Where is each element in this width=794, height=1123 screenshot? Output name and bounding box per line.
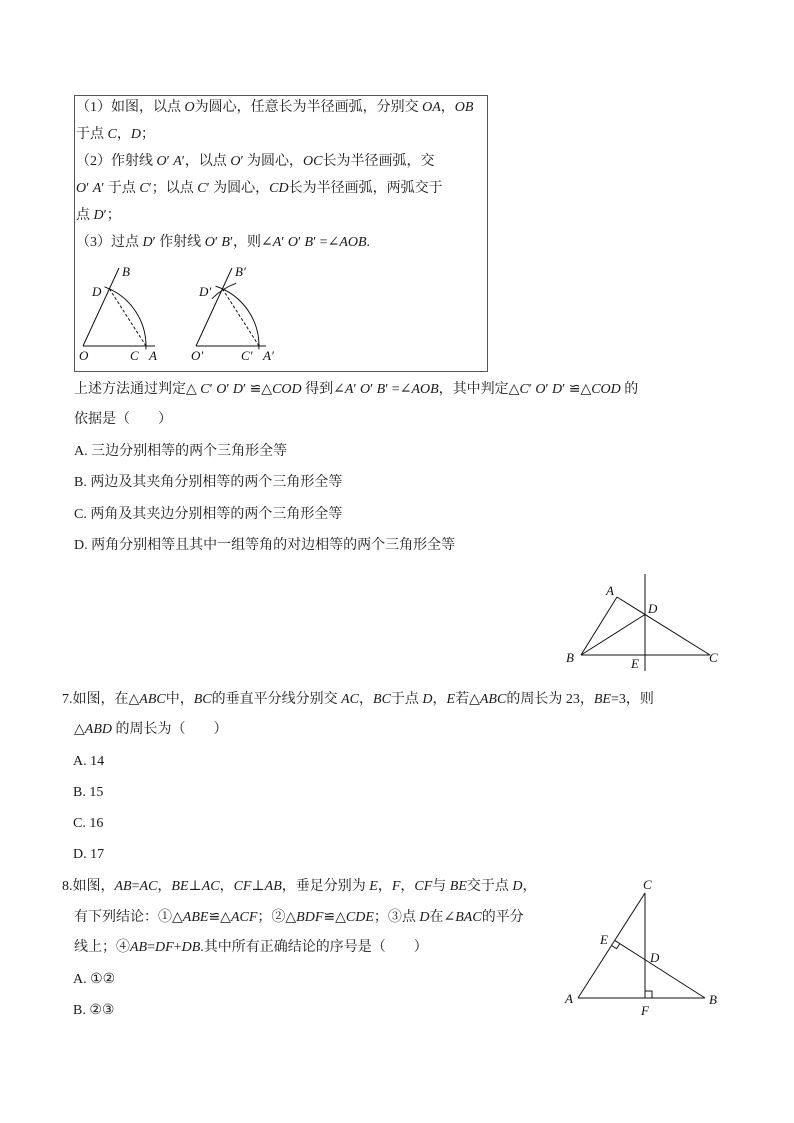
q8-stem-line-1: 8.如图，AB=AC，BE⊥AC，CF⊥AB，垂足分别为 E，F，CF与 BE交于点 D， — [62, 879, 537, 894]
label-point-a: A — [149, 348, 157, 363]
q7-option-b[interactable]: B. 15 — [73, 785, 104, 800]
q6-stem-line-1: 上述方法通过判定△ C′ O′ D′ ≌△COD 得到∠A′ O′ B′ =∠AOB，其中判定△C′ O′ D′ ≌△COD 的 — [74, 382, 639, 397]
label-point-c: C — [130, 348, 139, 363]
q8-label-f: F — [641, 1003, 649, 1018]
q8-label-b: B — [709, 992, 717, 1007]
side-ac — [617, 597, 710, 655]
q6-stem-line-2: 依据是（ ） — [74, 412, 172, 427]
q7-triangle-figure — [560, 570, 730, 675]
arc-c-prime-d-prime — [216, 286, 259, 349]
label-point-d-prime: D′ — [199, 284, 212, 299]
q8-label-d: D — [650, 950, 660, 965]
q7-label-e: E — [631, 656, 639, 671]
q7-stem-line-1: 7.如图，在△ABC中，BC的垂直平分线分别交 AC，BC于点 D，E若△ABC的周长为 23，BE=3，则 — [62, 692, 654, 707]
label-point-a-prime: A′ — [263, 348, 274, 363]
q7-label-b: B — [566, 650, 574, 665]
q8-label-a: A — [565, 991, 573, 1006]
q7-label-a: A — [606, 583, 614, 598]
ray-o-prime-b-prime — [196, 268, 232, 346]
arc-cd — [105, 287, 146, 350]
q7-option-a[interactable]: A. 14 — [73, 754, 105, 769]
q8-option-b[interactable]: B. ②③ — [73, 1003, 115, 1018]
q8-triangle-figure — [560, 872, 730, 1020]
q7-option-c[interactable]: C. 16 — [73, 816, 104, 831]
label-point-b: B — [122, 264, 130, 279]
q6-option-d[interactable]: D. 两角分别相等且其中一组等角的对边相等的两个三角形全等 — [74, 538, 456, 553]
construction-step-2-line-1: （2）作射线 O′ A′，以点 O′ 为圆心，OC长为半径画弧，交 — [76, 154, 435, 169]
q8-stem-line-3: 线上；④AB=DF+DB.其中所有正确结论的序号是（ ） — [74, 940, 428, 955]
q8-option-a[interactable]: A. ①② — [73, 972, 116, 987]
q8-label-c: C — [643, 877, 652, 892]
q6-option-c[interactable]: C. 两角及其夹边分别相等的两个三角形全等 — [74, 507, 343, 522]
q7-label-c: C — [709, 650, 718, 665]
ray-ob — [83, 268, 119, 346]
altitude-be — [615, 940, 705, 998]
angle-construction-figure — [74, 255, 488, 371]
side-ab — [581, 597, 617, 655]
construction-step-3-line-1: （3）过点 D′ 作射线 O′ B′，则∠A′ O′ B′ =∠AOB. — [76, 235, 371, 250]
original-angle-figure — [79, 264, 157, 363]
q8-label-e: E — [600, 932, 608, 947]
q7-stem-line-2: △ABD 的周长为（ ） — [74, 722, 228, 737]
segment-bd — [581, 615, 645, 656]
label-point-o: O — [79, 348, 89, 363]
construction-step-1-line-1: （1）如图，以点 O为圆心，任意长为半径画弧，分别交 OA，OB — [76, 100, 474, 115]
q6-option-a[interactable]: A. 三边分别相等的两个三角形全等 — [74, 444, 288, 459]
segment-c-prime-d-prime-dashed — [222, 289, 259, 346]
q8-stem-line-2: 有下列结论：①△ABE≌△ACF；②△BDF≌△CDE；③点 D在∠BAC的平分 — [74, 910, 524, 925]
copied-angle-figure — [191, 264, 274, 363]
construction-step-2-line-3: 点 D′； — [76, 208, 121, 223]
q7-label-d: D — [648, 601, 658, 616]
right-angle-mark-f — [645, 991, 652, 998]
construction-step-2-line-2: O′ A′ 于点 C′；以点 C′ 为圆心，CD长为半径画弧，两弧交于 — [76, 181, 443, 196]
label-point-b-prime: B′ — [235, 264, 246, 279]
construction-step-1-line-2: 于点 C，D； — [76, 127, 155, 142]
q7-option-d[interactable]: D. 17 — [73, 847, 105, 862]
segment-cd-dashed — [109, 289, 146, 346]
label-point-o-prime: O′ — [191, 348, 204, 363]
q6-option-b[interactable]: B. 两边及其夹角分别相等的两个三角形全等 — [74, 475, 343, 490]
label-point-d: D — [92, 284, 102, 299]
label-point-c-prime: C′ — [241, 348, 253, 363]
